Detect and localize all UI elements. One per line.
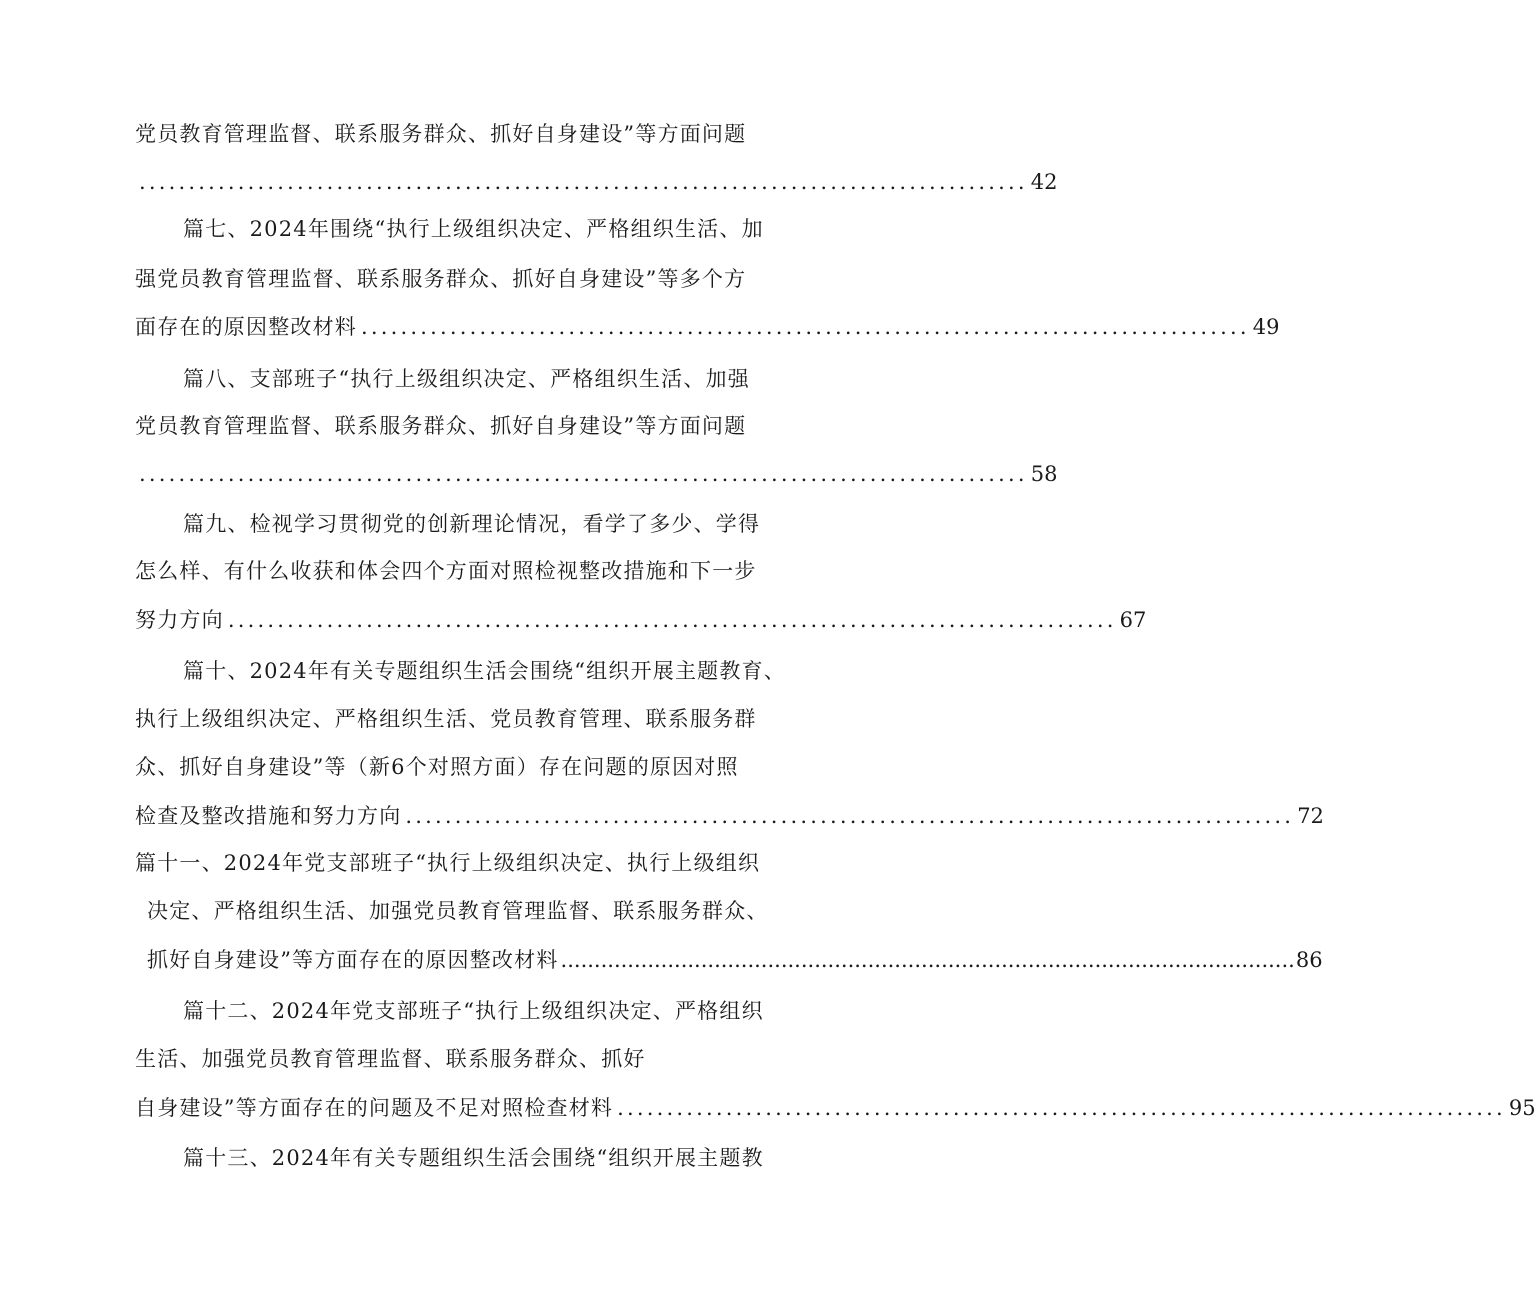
toc-line-text: 决定、严格组织生活、加强党员教育管理监督、联系服务群众、	[147, 899, 769, 923]
toc-line-text: 篇九、检视学习贯彻党的创新理论情况，看学了多少、学得	[183, 512, 761, 536]
toc-line	[135, 555, 790, 587]
toc-line-text: 篇七、2024年围绕“执行上级组织决定、严格组织生活、加	[183, 217, 764, 241]
toc-dot-leader: ..........................................................................................	[361, 315, 1250, 339]
toc-line	[147, 895, 790, 927]
toc-entry-leader-line[interactable]	[135, 1092, 1536, 1124]
toc-entry-leader-line[interactable]	[135, 458, 1058, 490]
toc-line-text: 众、抓好自身建设”等（新6个对照方面）存在问题的原因对照	[135, 755, 739, 779]
toc-line-text: 篇十、2024年有关专题组织生活会围绕“组织开展主题教育、	[183, 659, 786, 683]
toc-dot-leader: ..........................................................................................	[227, 608, 1117, 632]
toc-dot-leader: ..........................................................................................	[405, 804, 1295, 828]
toc-entry-title[interactable]	[135, 847, 790, 879]
toc-line	[135, 410, 790, 442]
toc-line-text: 检查及整改措施和努力方向	[135, 804, 402, 828]
toc-entry-leader-line[interactable]	[135, 311, 1280, 343]
toc-line	[135, 263, 790, 295]
toc-line-text: 生活、加强党员教育管理监督、联系服务群众、抓好	[135, 1047, 646, 1071]
toc-entry-title[interactable]	[183, 213, 790, 245]
toc-line-text: 抓好自身建设”等方面存在的原因整改材料	[147, 948, 559, 972]
toc-entry-title[interactable]	[183, 995, 790, 1027]
toc-entry-leader-line[interactable]	[135, 166, 1058, 198]
toc-page-number: 72	[1297, 804, 1324, 828]
toc-line-text: 怎么样、有什么收获和体会四个方面对照检视整改措施和下一步	[135, 559, 757, 583]
toc-entry-title[interactable]	[183, 655, 790, 687]
toc-entry-leader-line[interactable]	[135, 604, 1147, 636]
toc-entry-title[interactable]	[183, 363, 790, 395]
toc-entry-title[interactable]	[183, 1142, 790, 1174]
toc-dot-leader: ..............................................................................................................	[560, 948, 1295, 972]
toc-line-text: 篇十二、2024年党支部班子“执行上级组织决定、严格组织	[183, 999, 764, 1023]
toc-page-number: 86	[1295, 948, 1323, 972]
toc-line	[135, 703, 790, 735]
toc-entry-leader-line[interactable]	[147, 944, 1323, 976]
toc-line-text: 党员教育管理监督、联系服务群众、抓好自身建设”等方面问题	[135, 414, 747, 438]
toc-line-text: 努力方向	[135, 608, 224, 632]
toc-page-number: 95	[1508, 1096, 1536, 1120]
toc-line-text: 篇十三、2024年有关专题组织生活会围绕“组织开展主题教	[183, 1146, 764, 1170]
toc-line	[135, 1043, 790, 1075]
toc-dot-leader: ..........................................................................................	[617, 1096, 1506, 1120]
toc-line	[135, 751, 790, 783]
toc-line	[135, 118, 790, 150]
toc-dot-leader: ..........................................................................................	[139, 462, 1028, 486]
toc-line-text: 篇八、支部班子“执行上级组织决定、严格组织生活、加强	[183, 367, 750, 391]
toc-line-text: 面存在的原因整改材料	[135, 315, 357, 339]
toc-page-number: 49	[1252, 315, 1280, 339]
toc-dot-leader: ..........................................................................................	[139, 170, 1028, 194]
toc-entry-title[interactable]	[183, 508, 790, 540]
toc-page-number: 58	[1030, 462, 1058, 486]
toc-page-number: 42	[1030, 170, 1058, 194]
toc-line-text: 篇十一、2024年党支部班子“执行上级组织决定、执行上级组织	[135, 851, 761, 875]
toc-entry-leader-line[interactable]	[135, 800, 1324, 832]
toc-page-number: 67	[1119, 608, 1147, 632]
toc-line-text: 党员教育管理监督、联系服务群众、抓好自身建设”等方面问题	[135, 122, 747, 146]
toc-line-text: 强党员教育管理监督、联系服务群众、抓好自身建设”等多个方	[135, 267, 747, 291]
toc-line-text: 自身建设”等方面存在的问题及不足对照检查材料	[135, 1096, 614, 1120]
toc-line-text: 执行上级组织决定、严格组织生活、党员教育管理、联系服务群	[135, 707, 757, 731]
